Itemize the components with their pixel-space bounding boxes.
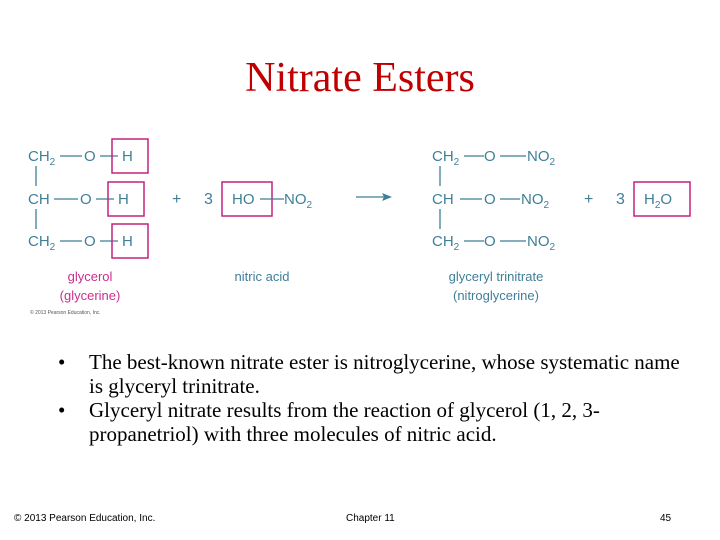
reaction-arrow xyxy=(356,193,392,201)
coefficient-water: 3 xyxy=(616,191,625,208)
glycerol-h-mid: H xyxy=(118,191,129,208)
slide-title: Nitrate Esters xyxy=(245,55,475,101)
water-formula: $H_2O$ xyxy=(644,191,673,211)
plus-sign-1: + xyxy=(172,191,182,208)
glycerol-o-mid: O xyxy=(80,191,92,208)
product-label: glyceryl trinitrate xyxy=(448,269,544,284)
product-structure xyxy=(432,148,556,253)
footer-chapter: Chapter 11 xyxy=(346,513,395,524)
glycerol-h-top: H xyxy=(122,148,133,165)
product-ch2-top: $CH_2$ xyxy=(432,148,460,168)
product-ch-mid: CH xyxy=(432,191,454,208)
reaction-scheme xyxy=(0,130,720,325)
footer-copyright: © 2013 Pearson Education, Inc. xyxy=(14,513,156,524)
glycerol-ch2-top: $CH_2$ xyxy=(28,148,56,168)
glycerol-alt-label: (glycerine) xyxy=(59,288,121,303)
product-no2-mid: $NO_2$ xyxy=(521,191,550,211)
bullet-item xyxy=(58,398,688,446)
glycerol-o-bottom: O xyxy=(84,233,96,250)
glycerol-o-top: O xyxy=(84,148,96,165)
product-no2-bottom: $NO_2$ xyxy=(527,233,556,253)
bullet-text: The best-known nitrate ester is nitroglycerine, whose systematic name is glyceryl trinitrate. xyxy=(89,350,680,398)
product-alt-label: (nitroglycerine) xyxy=(453,288,539,303)
plus-sign-2: + xyxy=(584,191,594,208)
coefficient-nitric-acid: 3 xyxy=(204,191,213,208)
figure-copyright: © 2013 Pearson Education, Inc. xyxy=(30,310,101,316)
bullet-marker: • xyxy=(58,350,66,374)
product-no2-top: $NO_2$ xyxy=(527,148,556,168)
glycerol-label: glycerol xyxy=(67,269,113,284)
glycerol-ch-mid: CH xyxy=(28,191,50,208)
product-o-bottom: O xyxy=(484,233,496,250)
bullet-item xyxy=(58,350,688,398)
nitric-acid-label: nitric acid xyxy=(234,269,290,284)
product-ch2-bottom: $CH_2$ xyxy=(432,233,460,253)
bullet-list xyxy=(58,350,688,446)
glycerol-h-bottom: H xyxy=(122,233,133,250)
nitric-acid-ho: HO xyxy=(232,191,255,208)
footer-page-number: 45 xyxy=(660,513,672,524)
title-divider xyxy=(70,110,710,112)
bullet-marker: • xyxy=(58,398,66,422)
nitric-acid-no2: $NO_2$ xyxy=(284,191,313,211)
product-o-top: O xyxy=(484,148,496,165)
bullet-text: Glyceryl nitrate results from the reaction of glycerol (1, 2, 3-propanetriol) with three molecules of nitric acid. xyxy=(89,398,600,446)
glycerol-ch2-bottom: $CH_2$ xyxy=(28,233,56,253)
product-o-mid: O xyxy=(484,191,496,208)
glycerol-structure xyxy=(28,148,133,253)
